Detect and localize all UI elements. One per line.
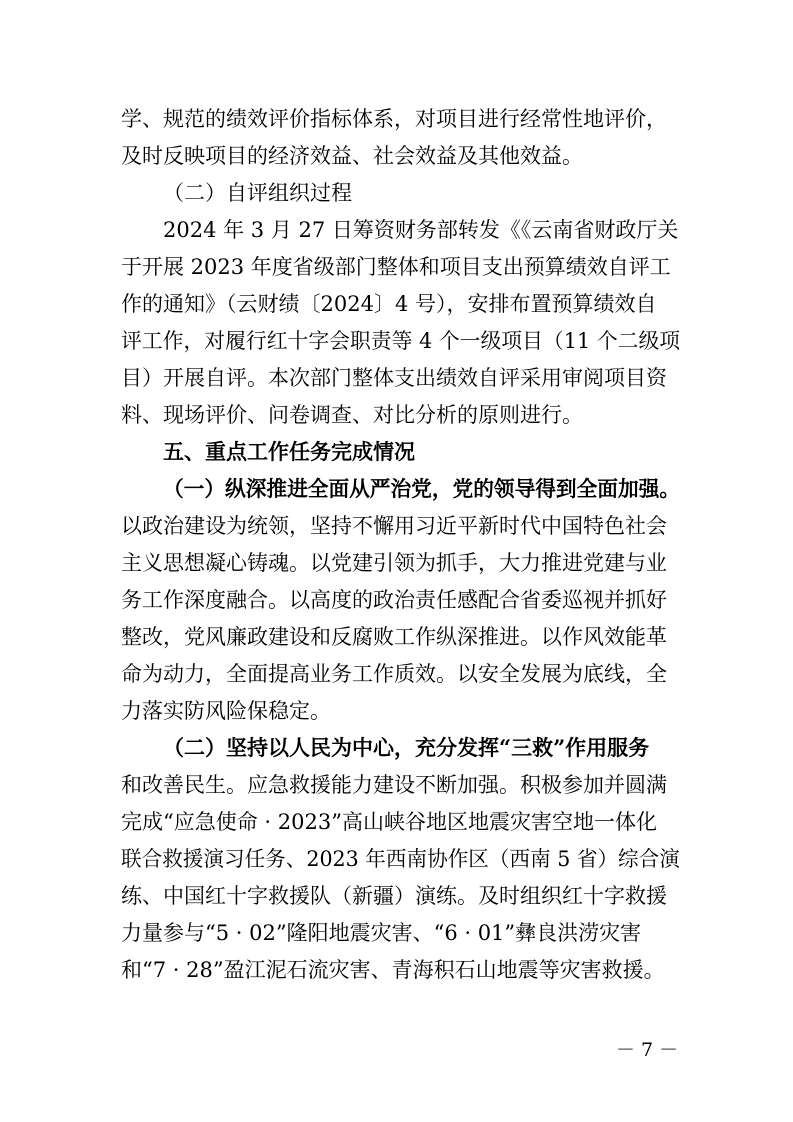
text-line-20: 完成“应急使命 · 2023”高山峡谷地区地震灾害空地一体化 [121, 810, 657, 834]
text-line-13: 主义思想凝心铸魂。以党建引领为抓手，大力推进党建与业 [121, 551, 667, 575]
text-line-5: 于开展 2023 年度省级部门整体和项目支出预算绩效自评工 [121, 255, 671, 279]
text-line-16: 命为动力，全面提高业务工作质效。以安全发展为底线，全 [121, 662, 667, 686]
text-line-6: 作的通知》（云财绩〔2024〕4 号），安排布置预算绩效自 [121, 292, 657, 316]
subsection-heading: （二）自评组织过程 [163, 181, 352, 205]
text-line-2: 及时反映项目的经济效益、社会效益及其他效益。 [121, 144, 583, 168]
text-line-8: 目）开展自评。本次部门整体支出绩效自评采用审阅项目资 [121, 366, 667, 390]
text-line-24: 和“7 · 28”盈江泥石流灾害、青海积石山地震等灾害救援。 [121, 958, 665, 982]
text-line-19: 和改善民生。应急救援能力建设不断加强。积极参加并圆满 [121, 773, 667, 797]
text-line-15: 整改，党风廉政建设和反腐败工作纵深推进。以作风效能革 [121, 625, 667, 649]
text-line-7: 评工作，对履行红十字会职责等 4 个一级项目（11 个二级项 [121, 329, 681, 353]
text-line-11: （一）纵深推进全面从严治党，党的领导得到全面加强。 [163, 476, 681, 501]
text-line-22: 练、中国红十字救援队（新疆）演练。及时组织红十字救援 [121, 884, 667, 908]
text-line-14: 务工作深度融合。以高度的政治责任感配合省委巡视并抓好 [121, 588, 667, 612]
text-line-1: 学、规范的绩效评价指标体系，对项目进行经常性地评价， [121, 107, 667, 131]
section-heading: 五、重点工作任务完成情况 [163, 440, 415, 464]
text-line-9: 料、现场评价、问卷调查、对比分析的原则进行。 [121, 403, 583, 427]
text-line-12: 以政治建设为统领，坚持不懈用习近平新时代中国特色社会 [121, 514, 667, 538]
text-line-4: 2024 年 3 月 27 日筹资财务部转发《《云南省财政厅关 [163, 218, 679, 242]
text-line-23: 力量参与“5 · 02”隆阳地震灾害、“6 · 01”彝良洪涝灾害 [121, 921, 642, 945]
text-line-17: 力落实防风险保稳定。 [121, 699, 331, 723]
page-number: － 7 － [616, 1039, 679, 1061]
text-line-21: 联合救援演习任务、2023 年西南协作区（西南 5 省）综合演 [121, 847, 680, 871]
text-line-18: （二）坚持以人民为中心，充分发挥“三救”作用服务 [163, 735, 650, 760]
